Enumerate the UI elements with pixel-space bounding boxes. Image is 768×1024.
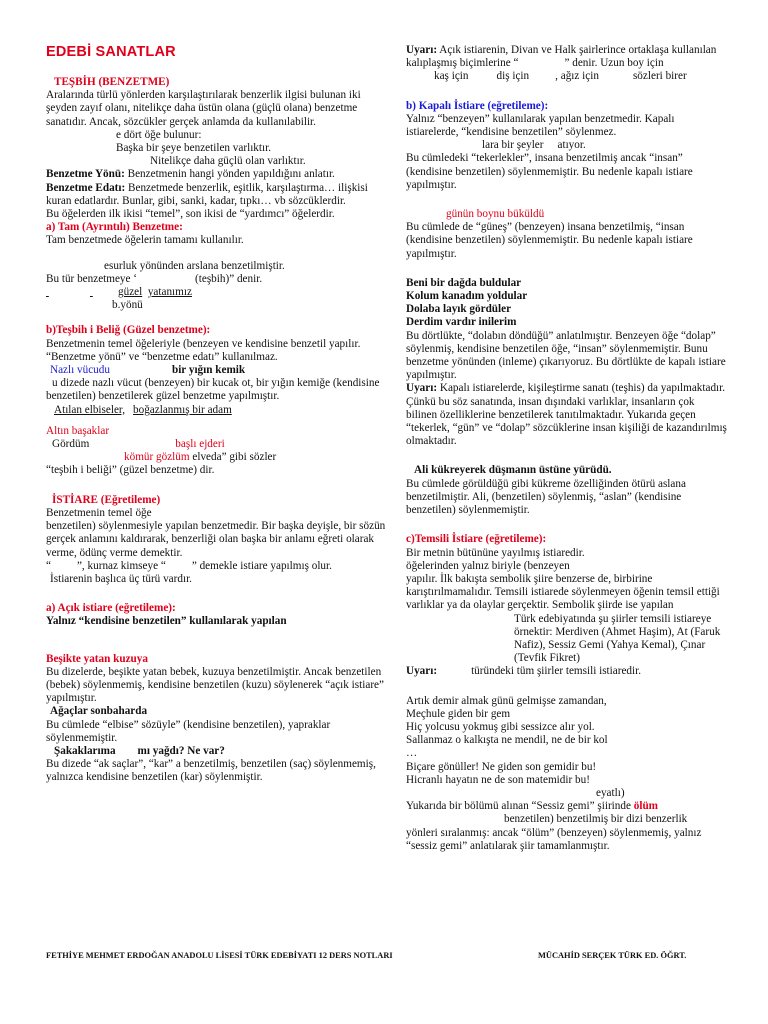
sozleri-birer: sözleri birer (632, 70, 687, 83)
sozler-line (406, 70, 728, 83)
olum: ölüm (633, 800, 658, 813)
lara-bir: lara bir şeyler (482, 139, 544, 152)
uyari1-a: Açık istiarenin, Divan ve Halk şairlerince ortaklaşa kullanılan kalıplaşmış biçimlerine “ (406, 44, 717, 70)
sakak-line (46, 745, 390, 758)
beligh-desc: Benzetmenin temel öğeleriyle (benzeyen ve kendisine benzetil yapılır. “Benzetme yönü” ve “benzetme edatı” kullanılmaz. (46, 337, 361, 363)
uyari3-desc: türündeki tüm şiirler temsili istiaredir. (471, 665, 642, 678)
atilan-line (46, 404, 390, 417)
poem-line-2: Meçhule giden bir gem (406, 707, 511, 720)
uyari3 (406, 665, 728, 678)
uyari1-label: Uyarı: (406, 44, 438, 56)
tam-example: esurluk yönünden arslana benzetilmiştir. (104, 259, 285, 272)
sakak-expl: Bu dizede “ak saçlar”, “kar” a benzetilmiş, benzetilen (saç) söylenmemiş, yalnızca kendisine benzetilen (kar) söylenmiştir. (46, 758, 376, 784)
left-column (46, 44, 390, 785)
uyari1 (406, 44, 728, 70)
edat-label: Benzetme Edatı: (46, 181, 126, 194)
footer-right: MÜCAHİD SERÇEK TÜRK ED. ÖĞRT. (538, 951, 687, 960)
dort-oge: e dört öğe bulunur: (116, 128, 202, 141)
benzetilen-desc: Nitelikçe daha güçlü olan varlıktır. (150, 155, 306, 168)
tesbih-beligi: “teşbih i beliği” (güzel benzetme) dir. (46, 464, 215, 477)
temsili-heading: c)Temsili İstiare (eğretileme): (406, 533, 547, 546)
bir-yigin-kemik: bir yığın kemik (171, 364, 246, 377)
gordum: Gördüm (52, 438, 90, 451)
komur-gozlum: kömür gözlüm (124, 451, 190, 464)
sakaklarima: Şakaklarıma (54, 744, 116, 757)
basli-ejderi: başlı ejderi (175, 438, 225, 451)
poem-line-1: Artık demir almak günü gelmişse zamandan, (406, 694, 607, 707)
sessiz-c: yönleri sıralanmış: ancak “ölüm” (benzeyen) söylenmemiş, yalnız “sessiz gemi” anlatılarak şiir tamamlanmıştır. (406, 826, 702, 852)
atiyor: atıyor. (557, 139, 586, 152)
sessiz-a: Yukarıda bir bölümü alınan “Sessiz gemi” şiirinde (406, 800, 634, 813)
temsili-1: Bir metnin bütününe yayılmış istiaredir. (406, 546, 585, 559)
acik-heading: a) Açık istiare (eğretileme): (46, 602, 176, 615)
label-guzel: güzel (118, 286, 143, 299)
ali: Ali kükreyerek düşmanın üstüne yürüdü. (414, 464, 612, 477)
gordum-line (46, 438, 390, 451)
kapali-desc: Yalnız “benzeyen” kullanılarak yapılan benzetmedir. Kapalı istiarelerde, “kendisine benzetilen” söylenmez. (406, 112, 675, 139)
dortluk-line-4: Derdim vardır inilerim (406, 316, 517, 329)
nazli-line (46, 364, 390, 377)
besikte-expl: Bu dizelerde, beşikte yatan bebek, kuzuya benzetilmiştir. Ancak benzetilen (bebek) söylenmemiş, kendisine benzetilen (kuzu) söylenerek “açık istiare” yapılmıştır. (46, 665, 384, 705)
atilan: Atılan elbiseler, (54, 403, 126, 416)
dis-icin: diş için (496, 70, 530, 83)
istiare-desc2: benzetilen) söylenmesiyle yapılan benzetmedir. Bir başka deyişle, bir sözün gerçek anlamını kaldırarak, benzerliği olan başka bir anlamı eğreti olarak verme, ödünç verme demektir. (46, 520, 386, 559)
beligh-heading: b)Teşbih i Beliğ (Güzel benzetme): (46, 324, 211, 337)
benzetme-edati (46, 182, 390, 208)
page-title: EDEBİ SANATLAR (46, 44, 176, 60)
tam-labels (46, 286, 390, 299)
kurnaz-c: ” demekle istiare yapılmış olur. (191, 559, 332, 572)
ali-expl: Bu cümlede görüldüğü gibi kükreme özelliğinden ötürü aslana benzetilmiştir. Ali, (benzetilen) söylenmiş, “aslan” (kendisine benzetilen) söylenmemiştir. (406, 477, 686, 517)
gunes-expl: Bu cümlede de “güneş” (benzeyen) insana benzetilmiş, “insan (kendisine benzetilen) söylenmemiştir. Bu nedenle kapalı istiare yapılmıştır. (406, 221, 693, 260)
tam-name (46, 273, 390, 286)
dortluk-expl: Bu dörtlükte, “dolabın döndüğü” anlatılmıştır. Benzeyen öğe “dolap” söylenmiş, kendisine benzetilen öğe, “insan” söylenmemiştir. Bunu benzetme yönünden (inleme) çıkarıyoruz. Bu dörtlükte de kapalı istiare yapılmıştır. (406, 329, 726, 382)
lara-line (406, 139, 728, 152)
tesbih-intro: Aralarında türlü yönlerden karşılaştırılarak benzerlik ilgisi bulunan iki şeyden zayıf olanı, nitelikçe daha üstün olana (güçlü olana) benzetme sanatıdır. Ancak, sözcükler gerçek anlamda da kullanılabilir. (46, 89, 361, 128)
nazli-expl: u dizede nazlı vücut (benzeyen) bir kucak ot, bir yığın kemiğe (kendisine benzetilen) benzetilerek güzel benzetme yapılmıştır. (46, 377, 380, 403)
benzeyen-desc: Başka bir şeye benzetilen varlıktır. (116, 142, 272, 155)
uyari2 (406, 382, 728, 448)
temsili-2: öğelerinden yalnız biriyle (benzeyen (406, 559, 570, 572)
uyari1-b: ” denir. Uzun boy için (564, 57, 664, 70)
dortluk-line-3: Dolaba layık gördüler (406, 303, 512, 316)
istiare-desc1: Benzetmenin temel öğe (46, 506, 152, 519)
dortluk-line-2: Kolum kanadım yoldular (406, 290, 528, 303)
tekerlekler-expl: Bu cümledeki “tekerlekler”, insana benzetilmiş ancak “insan” (kendisine benzetilen) söylenmemiştir. Bu nedenle kapalı istiare yapılmıştır. (406, 152, 693, 191)
nazli-vucudu: Nazlı vücudu (50, 364, 110, 377)
kurnaz-b: ”, kurnaz kimseye “ (76, 559, 166, 572)
uyari2-desc: Kapalı istiarelerde, kişileştirme sanatı (teşhis) da yapılmaktadır. Çünkü bu söz sanatında, insan dışındaki varlıklar, insanların çok bilinen özelliklerine benzetilerek tanıtılmaktadır. Yukarıda geçen “tekerlek, “gün” ve “dolap” sözcüklerine insan kişiliği de kazandırılmış olmaktadır. (406, 382, 727, 448)
elveda: elveda” gibi sözler (189, 451, 277, 464)
eyatli: eyatlı) (596, 786, 625, 799)
agaclar: Ağaçlar sonbaharda (50, 705, 148, 718)
agiz-icin: , ağız için (555, 70, 599, 83)
sessiz-line (406, 800, 728, 813)
label-byonu: b.yönü (112, 299, 143, 312)
tam-name-a: Bu tür benzetmeye ‘ (46, 272, 138, 285)
yon-desc: Benzetmenin hangi yönden yapıldığını anlatır. (124, 168, 335, 181)
agaclar-expl: Bu cümlede “elbise” sözüyle” (kendisine benzetilen), yapraklar söylenmemiştir. (46, 718, 331, 744)
sessiz-b: benzetilen) benzetilmiş bir dizi benzerlik (504, 813, 688, 826)
poem-line-5: … (406, 747, 418, 760)
kas-icin: kaş için (434, 70, 469, 83)
kurnaz-a: “ (46, 559, 51, 572)
komur-line (46, 451, 390, 464)
bogazlanmis: boğazlanmış bir adam (133, 403, 232, 416)
dortluk-line-1: Beni bir dağda buldular (406, 276, 522, 289)
istiare-heading: İSTİARE (Eğretileme) (52, 493, 161, 506)
tesbih-heading: TEŞBİH (BENZETME) (54, 76, 170, 88)
altin-basaklar: Altın başaklar (46, 424, 110, 437)
tam-heading: a) Tam (Ayrıntılı) Benzetme: (46, 221, 183, 234)
kapali-heading: b) Kapalı İstiare (eğretileme): (406, 99, 549, 112)
blank-line-1 (46, 286, 82, 299)
right-column (406, 44, 728, 853)
blank-line-2 (90, 286, 106, 299)
mi-yagdi: mı yağdı? Ne var? (137, 744, 225, 757)
poem-line-4: Sallanmaz o kalkışta ne mendil, ne de bir kol (406, 734, 608, 747)
besikte: Beşikte yatan kuzuya (46, 652, 148, 665)
poem-line-7: Hicranlı hayatın ne de son matemidir bu! (406, 773, 590, 786)
yon-label: Benzetme Yönü: (46, 168, 125, 181)
label-yatanimiz: yatanımız (147, 286, 192, 299)
edat-desc: Benzetmede benzerlik, eşitlik, karşılaştırma… ilişkisi kuran edatlardır. Bunlar, gibi, sanki, kadar, tıpkı… vb sözcüklerdir. (46, 181, 368, 207)
temsili-4: Türk edebiyatında şu şiirler temsili istiareye örnektir: Merdiven (Ahmet Haşim), At (Faruk Nafiz), Sessiz Gemi (Yahya Kemal), Çınar (Tevfik Fikret) (514, 612, 721, 665)
tam-desc: Tam benzetmede öğelerin tamamı kullanılır. (46, 234, 244, 247)
uyari3-label: Uyarı: (406, 665, 438, 678)
benzetme-yonu (46, 168, 390, 181)
poem-line-6: Biçare gönüller! Ne giden son gemidir bu! (406, 760, 597, 773)
footer-left: FETHİYE MEHMET ERDOĞAN ANADOLU LİSESİ TÜRK EDEBİYATI 12 DERS NOTLARI (46, 951, 393, 960)
kurnaz-line (46, 560, 390, 573)
temsili-3: yapılır. İlk bakışta sembolik şiire benzerse de, birbirine karıştırılmamalıdır. Temsili istiarede söylenmeyen öğenin temsil ettiği varlıklar ya da olaylar gerçektir. Sembolik şiirde ise yapılan (406, 572, 720, 612)
temel-note: Bu öğelerden ilk ikisi “temel”, son ikisi de “yardımcı” öğelerdir. (46, 208, 335, 221)
uyari2-label: Uyarı: (406, 382, 438, 395)
acik-desc: Yalnız “kendisine benzetilen” kullanılarak yapılan (46, 615, 287, 628)
istiare-uc: İstiarenin başlıca üç türü vardır. (50, 572, 192, 585)
tam-name-b: (teşbih)” denir. (195, 272, 263, 285)
poem-line-3: Hiç yolcusu yokmuş gibi sessizce alır yol. (406, 720, 595, 733)
gunun-boynu: günün boynu büküldü (446, 208, 545, 221)
